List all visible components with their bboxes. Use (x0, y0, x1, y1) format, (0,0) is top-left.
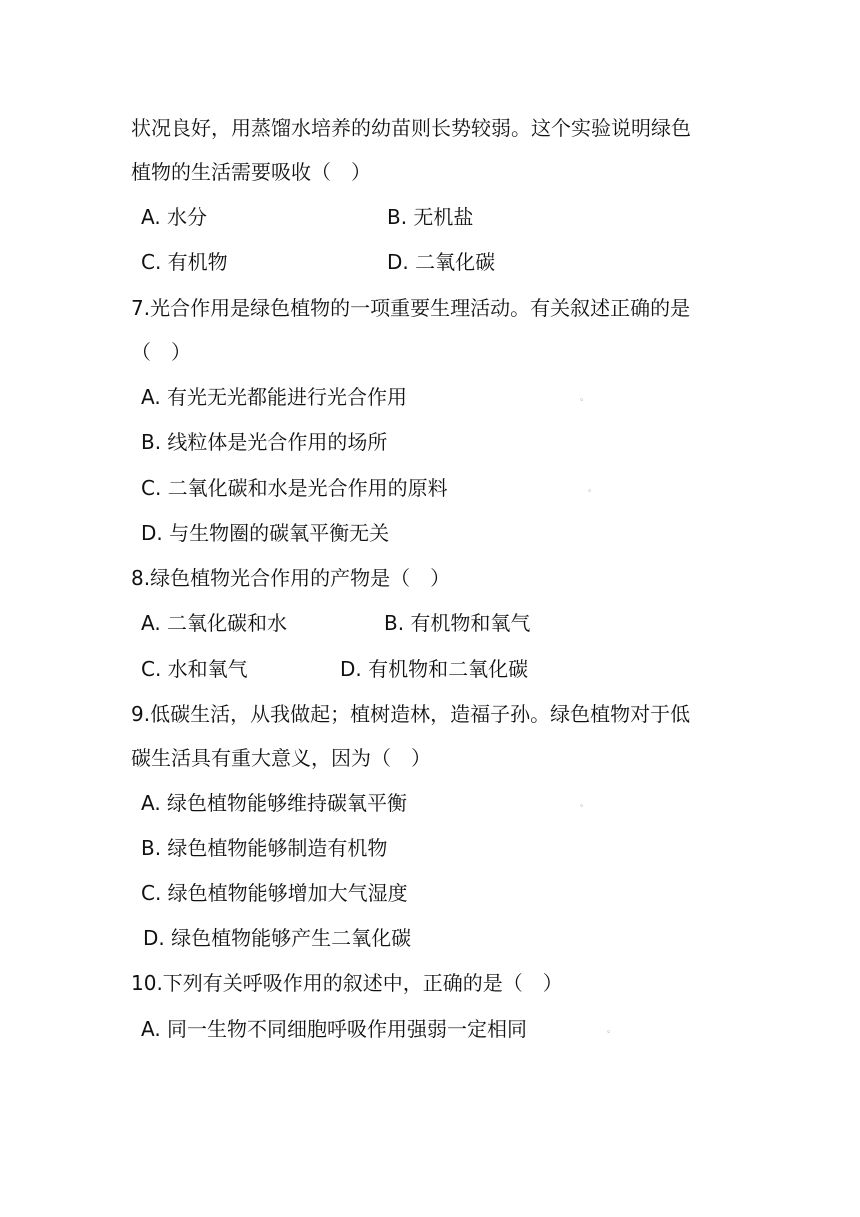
question-9-option-b: B. 绿色植物能够制造有机物 (141, 836, 388, 860)
question-7-option-b: B. 线粒体是光合作用的场所 (141, 430, 388, 454)
stray-mark: 。 (588, 484, 598, 494)
question-8-option-b: B. 有机物和氧气 (384, 611, 531, 635)
question-7-option-a: A. 有光无光都能进行光合作用 (141, 385, 408, 409)
stray-mark: 。 (607, 1025, 617, 1035)
question-7-option-c: C. 二氧化碳和水是光合作用的原料 (141, 476, 448, 500)
question-6-option-d: D. 二氧化碳 (387, 250, 496, 274)
question-8-option-a: A. 二氧化碳和水 (141, 611, 288, 635)
question-9-stem-line-2: 碳生活具有重大意义，因为（ ） (131, 746, 431, 770)
question-9-stem-line-1: 9.低碳生活，从我做起；植树造林，造福子孙。绿色植物对于低 (131, 702, 691, 726)
question-7-option-d: D. 与生物圈的碳氧平衡无关 (141, 521, 390, 545)
question-7-stem-line-2: （ ） (131, 340, 191, 364)
question-6-option-a: A. 水分 (141, 205, 208, 229)
stray-mark: 。 (580, 799, 590, 809)
question-8-option-d: D. 有机物和二氧化碳 (340, 657, 529, 681)
question-7-stem-line-1: 7.光合作用是绿色植物的一项重要生理活动。有关叙述正确的是 (131, 296, 691, 320)
question-9-option-d: D. 绿色植物能够产生二氧化碳 (143, 926, 412, 950)
question-8-stem: 8.绿色植物光合作用的产物是（ ） (131, 566, 451, 590)
question-8-option-c: C. 水和氧气 (141, 657, 248, 681)
question-9-option-a: A. 绿色植物能够维持碳氧平衡 (141, 791, 408, 815)
question-10-stem: 10.下列有关呼吸作用的叙述中，正确的是（ ） (131, 971, 563, 995)
question-6-stem-line-1: 状况良好，用蒸馏水培养的幼苗则长势较弱。这个实验说明绿色 (131, 116, 691, 140)
question-9-option-c: C. 绿色植物能够增加大气湿度 (141, 881, 408, 905)
question-6-option-b: B. 无机盐 (387, 205, 474, 229)
question-6-option-c: C. 有机物 (141, 250, 228, 274)
stray-mark: 。 (580, 393, 590, 403)
question-10-option-a: A. 同一生物不同细胞呼吸作用强弱一定相同 (141, 1017, 528, 1041)
question-6-stem-line-2: 植物的生活需要吸收（ ） (131, 160, 371, 184)
